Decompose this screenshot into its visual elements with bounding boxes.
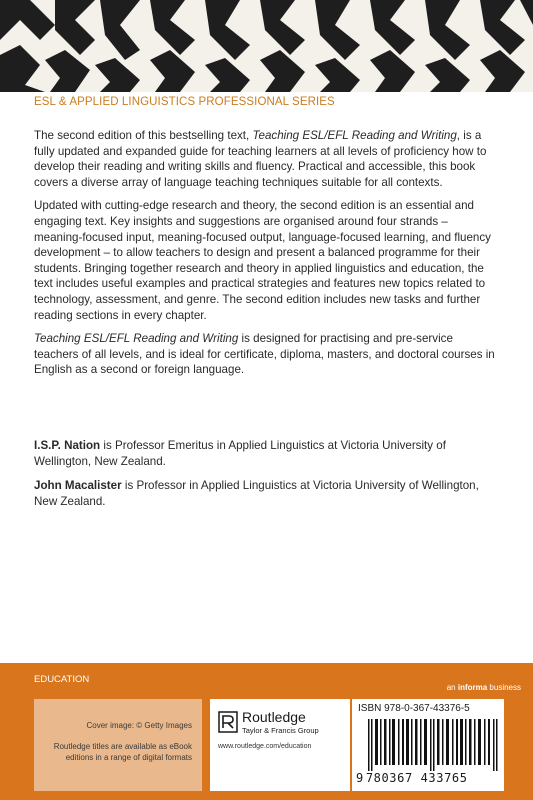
author-name: I.S.P. Nation <box>34 439 101 452</box>
ebook-note: Routledge titles are available as eBook editions in a range of digital formats <box>53 742 192 762</box>
author-bio: I.S.P. Nation is Professor Emeritus in Applied Linguistics at Victoria University of Wellington, New Zealand. <box>34 439 446 468</box>
author-bio: John Macalister is Professor in Applied Linguistics at Victoria University of Wellington, New Zealand. <box>34 479 479 508</box>
isbn-label: ISBN 978-0-367-43376-5 <box>358 703 470 714</box>
cover-image-credit: Cover image: © Getty Images <box>86 721 192 730</box>
author-name: John Macalister <box>34 479 122 493</box>
publisher-url: www.routledge.com/education <box>218 743 312 750</box>
publisher-group: Taylor & Francis Group <box>242 726 319 735</box>
barcode-panel <box>352 699 504 791</box>
publisher-panel <box>210 699 350 791</box>
book-title: Teaching ESL/EFL Reading and Writing <box>252 129 457 142</box>
informa-business-label: an informa business <box>446 683 521 692</box>
barcode-icon <box>368 719 498 771</box>
book-title: Teaching ESL/EFL Reading and Writing <box>34 332 239 346</box>
blurb-paragraph-3: Teaching ESL/EFL Reading and Writing is designed for practising and pre-service teachers of all levels, and is ideal for certificate, diploma, masters, and doctoral courses in English as a second or foreign language. <box>34 332 495 377</box>
category-label: EDUCATION <box>34 674 90 685</box>
routledge-r-logo-icon <box>218 711 238 733</box>
cover-credit-panel <box>34 699 202 791</box>
blurb <box>34 128 498 386</box>
publisher-name: Routledge <box>242 709 306 725</box>
blurb-paragraph-1: The second edition of this bestselling text, Teaching ESL/EFL Reading and Writing, is a fully updated and expanded guide for teaching learners at all levels of proficiency how to develop their reading and writing skills and fluency. Practical and accessible, this book covers a diverse array of language teaching techniques suitable for all contexts. <box>34 129 487 189</box>
barcode-digits: 9 780367 433765 <box>356 771 468 785</box>
series-title: ESL & APPLIED LINGUISTICS PROFESSIONAL SERIES <box>34 96 335 108</box>
blurb-paragraph-2: Updated with cutting-edge research and theory, the second edition is an essential and engaging text. Key insights and suggestions are organised around four strands – meaning-focused input, meaning-focused output, language-focused learning, and fluency development – to allow teachers to design and present a balanced programme for their students. Bringing together research and theory in applied linguistics and education, the text includes useful examples and practical strategies and features new topics related to technology, assessment, and genre. The second edition includes new tasks and further reading sections in every chapter. <box>34 199 491 322</box>
back-cover-footer <box>0 663 533 800</box>
geometric-pattern-header <box>0 0 533 92</box>
author-bios <box>34 438 498 518</box>
